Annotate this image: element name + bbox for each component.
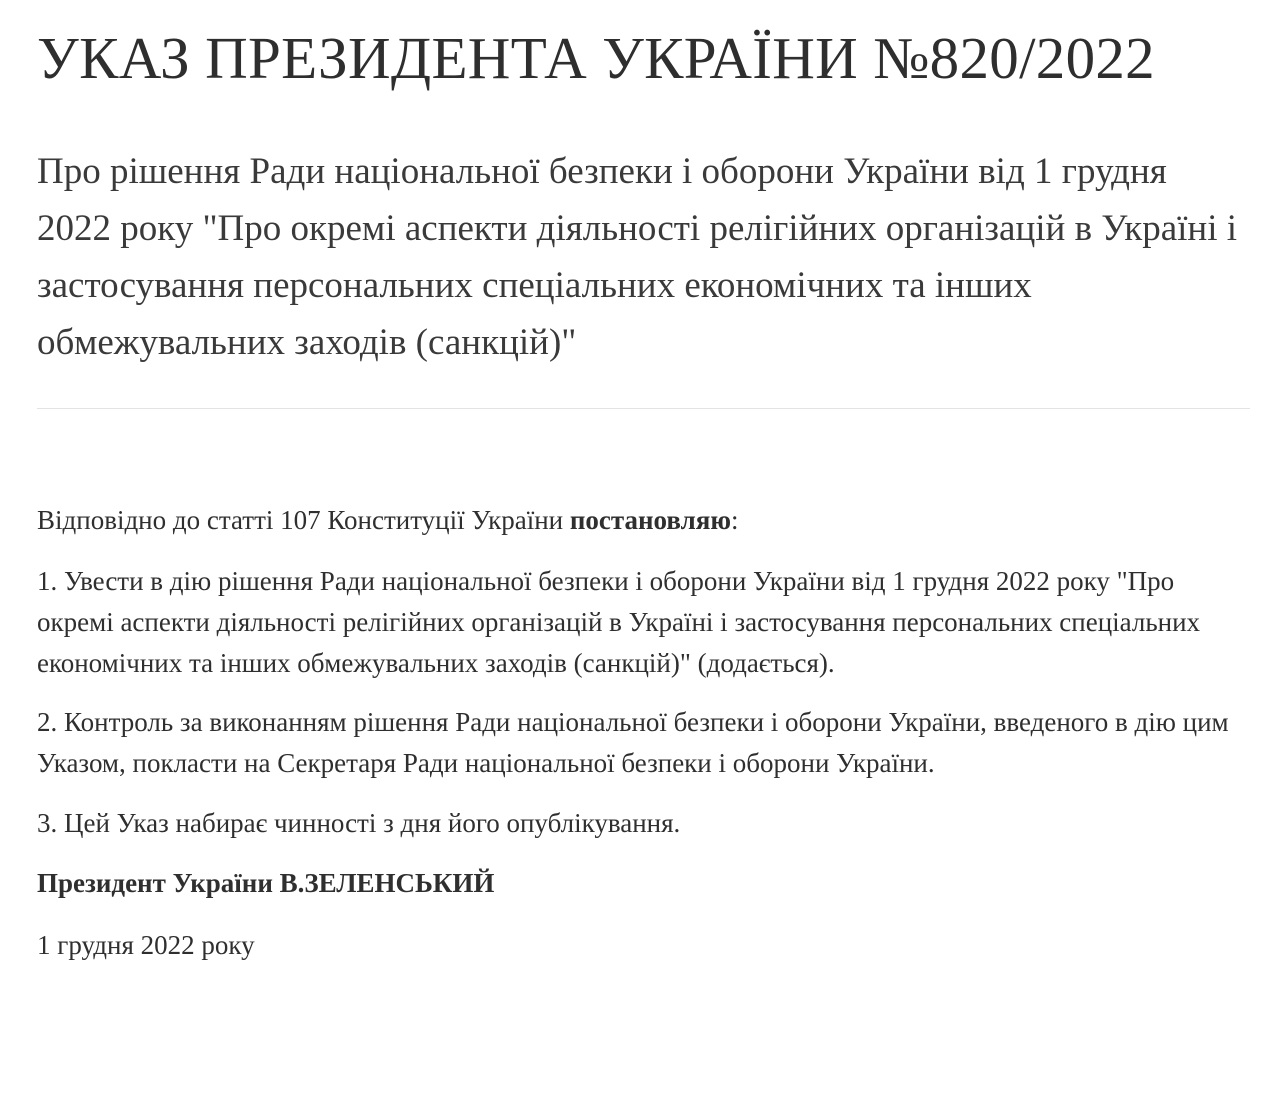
decree-date: 1 грудня 2022 року — [37, 930, 255, 960]
decree-body — [37, 500, 1250, 966]
page-title: УКАЗ ПРЕЗИДЕНТА УКРАЇНИ №820/2022 — [37, 25, 1155, 91]
section-divider — [37, 408, 1250, 409]
decree-subtitle: Про рішення Ради національної безпеки і оборони України від 1 грудня 2022 року "Про окремі аспекти діяльності релігійних організацій в Україні і застосування персональних спеціальних економічних та інших обмежувальних заходів (санкцій)" — [37, 151, 1238, 363]
intro-text: Відповідно до статті 107 Конституції України — [37, 505, 570, 535]
signature: Президент України В.ЗЕЛЕНСЬКИЙ — [37, 868, 495, 898]
paragraph-3: 3. Цей Указ набирає чинності з дня його опублікування. — [37, 808, 681, 838]
paragraph-2: 2. Контроль за виконанням рішення Ради національної безпеки і оборони України, введеного в дію цим Указом, покласти на Секретаря Ради національної безпеки і оборони України. — [37, 707, 1229, 778]
intro-paragraph — [37, 500, 1250, 541]
paragraph-1: 1. Увести в дію рішення Ради національної безпеки і оборони України від 1 грудня 2022 року "Про окремі аспекти діяльності релігійних організацій в Україні і застосування персональних спеціальних економічних та інших обмежувальних заходів (санкцій)" (додається). — [37, 566, 1201, 678]
intro-colon: : — [731, 505, 739, 535]
intro-bold-verb: постановляю — [569, 505, 731, 535]
